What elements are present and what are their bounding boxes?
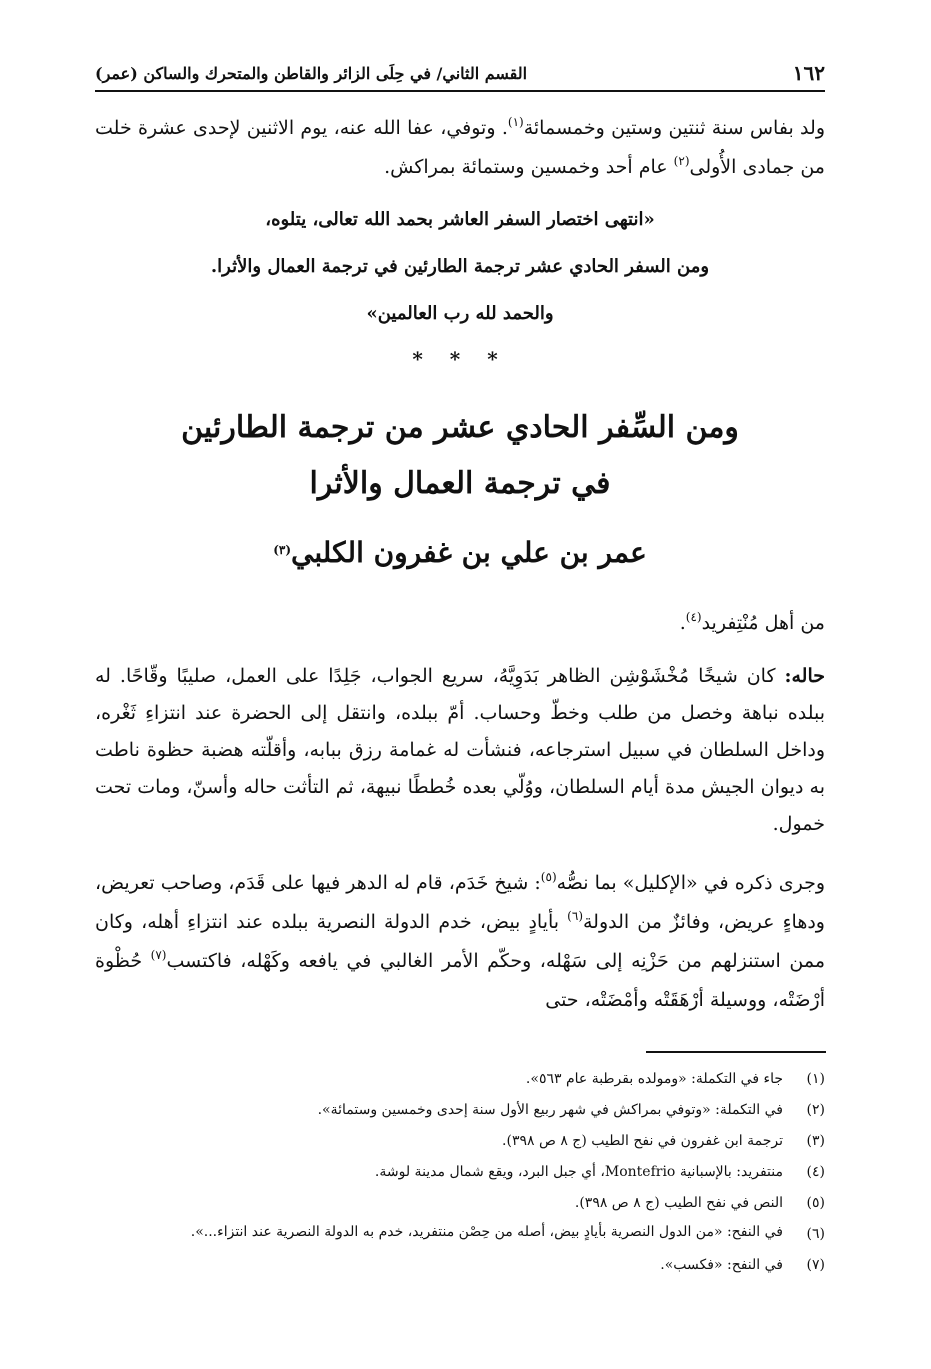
origin-text: من أهل مُنْتِفريد bbox=[701, 612, 825, 634]
opening-text-1: ولد بفاس سنة ثنتين وستين وخمسمائة bbox=[523, 117, 825, 139]
colophon bbox=[95, 196, 825, 337]
footnote-number: (٢) bbox=[806, 1102, 825, 1118]
footnote-1 bbox=[95, 1064, 825, 1095]
person-name: عمر بن علي بن غفرون الكلبي bbox=[291, 536, 647, 569]
footnote-5 bbox=[95, 1188, 825, 1219]
footnote-marker-5: (٥) bbox=[540, 870, 557, 884]
origin-line bbox=[95, 605, 825, 644]
footnote-number: (١) bbox=[806, 1071, 825, 1087]
colophon-line-2: ومن السفر الحادي عشر ترجمة الطارئين في ترجمة العمال والأثرا. bbox=[210, 256, 710, 277]
iklil-text-4: حُظْوة أرْضَتْه، ووسيلة أرْهَقَتْه وأمْضَتْه، حتى bbox=[95, 950, 825, 1011]
book-heading-line-1: ومن السِّفر الحادي عشر من ترجمة الطارئين bbox=[181, 410, 739, 445]
footnote-separator bbox=[646, 1051, 826, 1053]
footnote-4 bbox=[95, 1157, 825, 1188]
footnote-marker-6: (٦) bbox=[567, 909, 583, 923]
colophon-line-3: والحمد لله رب العالمين» bbox=[366, 303, 554, 324]
footnote-3 bbox=[95, 1126, 825, 1157]
footnote-number: (٥) bbox=[806, 1195, 825, 1211]
book-heading-line-2: في ترجمة العمال والأثرا bbox=[309, 466, 611, 501]
colophon-line-1: «انتهى اختصار السفر العاشر بحمد الله تعالى، يتلوه، bbox=[265, 209, 655, 230]
iklil-text-1: وجرى ذكره في «الإكليل» بما نصُّه bbox=[556, 872, 825, 894]
footnote-6 bbox=[95, 1219, 825, 1250]
footnotes bbox=[95, 1064, 825, 1281]
footnote-marker-1: (١) bbox=[507, 115, 524, 129]
iklil-text-3: بأيادٍ بيض، خدم الدولة النصرية ببلده عند انتزاءِ أهله، وكان ممن استنزلهم من حَزْنِه إلى سَهْله، وحكّم الأمر الغالبي في يافعه وكَهْله، فاكتسب bbox=[95, 911, 826, 972]
iklil-text-2: : شيخ خَدَم، قام له الدهر فيها على قَدَم، وصاحب تعريض، ودهاءٍ عريض، وفائزٌ من الدولة bbox=[95, 872, 825, 933]
footnote-text: ترجمة ابن غفرون في نفح الطيب (ج ٨ ص ٣٩٨). bbox=[502, 1133, 783, 1149]
hal-text: كان شيخًا مُخْشَوْشِن الظاهر بَدَوِيَّهُ، سريع الجواب، جَلِدًا على العمل، صليبًا وقّاحًا. له ببلده نباهة وخصل من طلب وخطّ وحساب. أمّ ببلده، وانتقل إلى الحضرة عند انتزاءِ ثَغْره، وداخل السلطان في سبيل استرجاعه، فنشأت له غمامة رزق ببابه، وأقلّته هضبة حظوة ناطت به ديوان الجيش مدة أيام السلطان، ووُلّي بعده خُططًا نبيهة، ثم التأثت حاله وأسنّ، ومات تحت خمول. bbox=[95, 665, 825, 835]
footnote-marker-4: (٤) bbox=[685, 610, 702, 624]
origin-end: . bbox=[679, 612, 686, 634]
footnote-text: في النفح: «من الدول النصرية بأيادٍ بيض، أصله من حِصْن منتفريد، خدم به الدولة النصرية عند انتزاء...». bbox=[190, 1224, 783, 1240]
opening-text-2: . وتوفي، عفا الله عنه، يوم الاثنين لإحدى عشرة خلت من جمادى الأُولى bbox=[95, 117, 825, 178]
person-heading bbox=[95, 536, 825, 569]
opening-text-3: عام أحد وخمسين وستمائة بمراكش. bbox=[384, 156, 674, 178]
footnote-text: في النفح: «فكسب». bbox=[660, 1257, 783, 1273]
footnote-number: (٧) bbox=[806, 1257, 825, 1273]
footnote-text: في التكملة: «وتوفي بمراكش في شهر ربيع الأول سنة إحدى وخمسين وستمائة». bbox=[317, 1102, 783, 1118]
footnote-text: جاء في التكملة: «ومولده بقرطبة عام ٥٦٣». bbox=[525, 1071, 783, 1087]
footnote-text: منتفريد: بالإسبانية Montefrio، أي جبل البرد، ويقع شمال مدينة لوشة. bbox=[374, 1164, 783, 1180]
footnote-marker-7: (٧) bbox=[150, 948, 167, 962]
hal-paragraph bbox=[95, 658, 825, 843]
book-heading bbox=[95, 400, 825, 512]
footnote-text: النص في نفح الطيب (ج ٨ ص ٣٩٨). bbox=[574, 1195, 783, 1211]
footnote-number: (٣) bbox=[806, 1133, 825, 1149]
iklil-paragraph bbox=[95, 865, 825, 1019]
footnote-number: (٦) bbox=[806, 1226, 825, 1242]
running-title: القسم الثاني/ في حِلَى الزائر والقاطن والمتحرك والساكن (عمر) bbox=[95, 63, 528, 83]
page-number: ١٦٢ bbox=[792, 61, 825, 85]
footnote-number: (٤) bbox=[806, 1164, 825, 1180]
hal-label: حاله: bbox=[784, 665, 825, 687]
footnote-2 bbox=[95, 1095, 825, 1126]
footnote-marker-2: (٢) bbox=[673, 154, 690, 168]
footnote-7 bbox=[95, 1250, 825, 1281]
opening-paragraph bbox=[95, 110, 825, 188]
footnote-marker-3: (٣) bbox=[273, 543, 292, 557]
running-header bbox=[95, 56, 825, 92]
section-separator: * * * bbox=[412, 347, 508, 371]
